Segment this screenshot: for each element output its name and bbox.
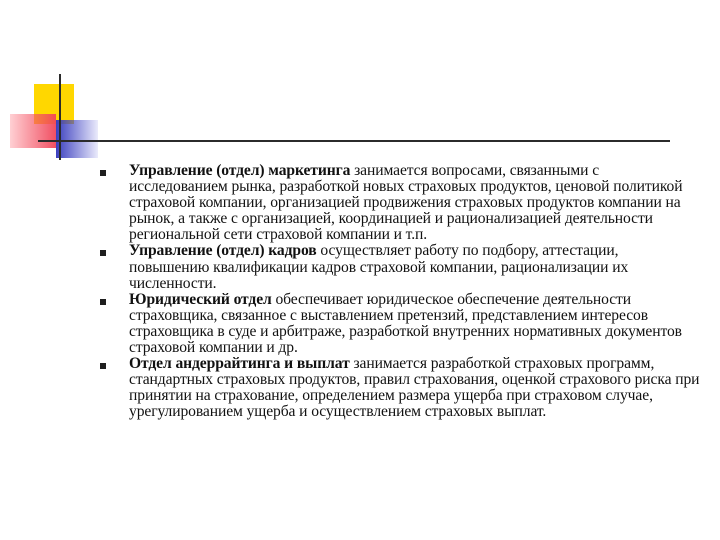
decor-blue-rectangle bbox=[56, 120, 98, 158]
list-item bbox=[100, 243, 700, 291]
list-item-text bbox=[129, 356, 700, 420]
decor-red-rectangle bbox=[10, 114, 56, 148]
list-item-body: осуществляет работу по подбору, аттестации, повышению квалификации кадров страховой компании, рационализации их численности. bbox=[129, 242, 629, 292]
list-item-heading: Юридический отдел bbox=[129, 290, 272, 308]
list-item-text bbox=[129, 292, 700, 356]
list-item-text bbox=[129, 163, 700, 243]
list-item bbox=[100, 292, 700, 356]
square-bullet-icon bbox=[100, 170, 106, 176]
square-bullet-icon bbox=[100, 363, 106, 369]
square-bullet-icon bbox=[100, 250, 106, 256]
list-item-body: занимается разработкой страховых программ, стандартных страховых продуктов, правил страхования, оценкой страхового риска при принятии на страхование, определением размера ущерба при страховом случае, урегулированием ущерба и осуществлением страховых выплат. bbox=[129, 355, 700, 421]
list-item-heading: Управление (отдел) кадров bbox=[129, 242, 317, 260]
bullet-list bbox=[100, 163, 700, 421]
list-item-heading: Отдел андеррайтинга и выплат bbox=[129, 355, 350, 373]
square-bullet-icon bbox=[100, 299, 106, 305]
list-item bbox=[100, 356, 700, 420]
list-item-heading: Управление (отдел) маркетинга bbox=[129, 162, 351, 179]
decor-horizontal-rule bbox=[38, 140, 670, 142]
list-item-body: обеспечивает юридическое обеспечение деятельности страховщика, связанное с выставлением претензий, представлением интересов страховщика в суде и арбитраже, разработкой внутренних нормативных документов страховой компании и др. bbox=[129, 290, 682, 357]
list-item bbox=[100, 163, 700, 243]
list-item-text bbox=[129, 243, 700, 291]
decor-vertical-line bbox=[59, 74, 61, 160]
list-item-body: занимается вопросами, связанными с исследованием рынка, разработкой новых страховых продуктов, ценовой политикой страховой компании, организацией продвижения страховых продуктов компании на рынок, а также с организацией, координацией и рационализацией деятельности региональной сети страховой компании и т.п. bbox=[129, 162, 683, 244]
